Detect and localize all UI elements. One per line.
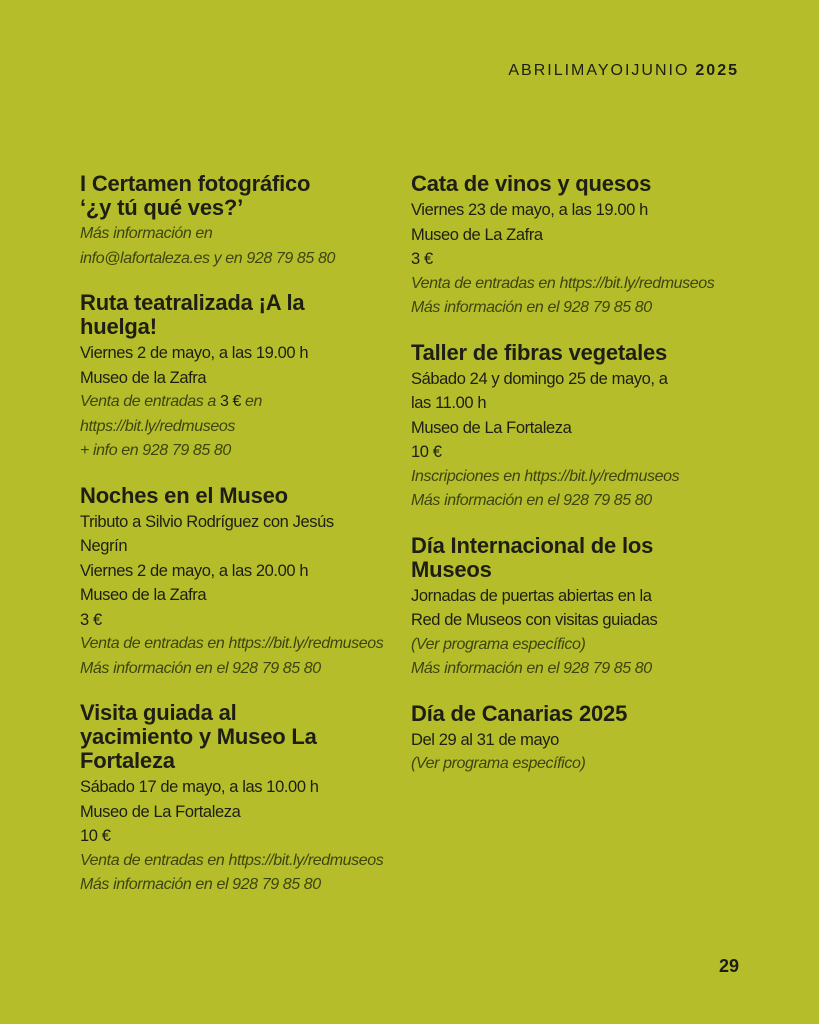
event-title-line: Museos bbox=[411, 556, 492, 582]
event-place: Museo de la Zafra bbox=[80, 368, 207, 387]
event-cata-vinos bbox=[411, 172, 741, 321]
event-price: 10 € bbox=[80, 827, 111, 845]
event-title-line: I Certamen fotográfico bbox=[80, 171, 311, 196]
event-title bbox=[80, 291, 400, 339]
tickets-link[interactable]: Venta de entradas en https://bit.ly/redmuseos bbox=[80, 635, 384, 652]
event-title-line: yacimiento y Museo La bbox=[80, 724, 317, 749]
event-date: las 11.00 h bbox=[411, 394, 487, 412]
page-header bbox=[508, 62, 739, 80]
event-ruta-teatralizada bbox=[80, 291, 400, 464]
event-visita-guiada bbox=[80, 701, 400, 898]
event-title-line: Fortaleza bbox=[80, 748, 175, 773]
event-date: Sábado 24 y domingo 25 de mayo, a bbox=[411, 369, 668, 388]
event-contact: Más información en el 928 79 85 80 bbox=[411, 492, 652, 509]
page-number: 29 bbox=[718, 956, 739, 976]
event-note: (Ver programa específico) bbox=[411, 635, 586, 653]
left-column bbox=[80, 172, 400, 918]
event-title: Día de Canarias 2025 bbox=[411, 700, 628, 726]
event-price: 10 € bbox=[411, 443, 442, 461]
note-text: en bbox=[241, 393, 263, 410]
event-title-line: huelga! bbox=[80, 314, 157, 339]
event-contact: Más información en el 928 79 85 80 bbox=[80, 876, 321, 893]
event-place: Museo de La Fortaleza bbox=[411, 418, 572, 437]
event-note bbox=[80, 390, 400, 415]
event-description: Jornadas de puertas abiertas en la bbox=[411, 586, 652, 605]
event-place: Museo de la Zafra bbox=[80, 586, 207, 604]
event-title-line: ‘¿y tú qué ves?’ bbox=[80, 195, 244, 220]
event-certamen-fotografico bbox=[80, 172, 400, 271]
event-dia-canarias bbox=[411, 702, 741, 777]
event-title bbox=[80, 172, 400, 220]
event-description: Red de Museos con visitas guiadas bbox=[411, 611, 658, 629]
event-price: 3 € bbox=[80, 610, 102, 629]
event-title-line: Día Internacional de los bbox=[411, 532, 654, 558]
event-title: Cata de vinos y quesos bbox=[411, 171, 652, 196]
event-note: Más información en bbox=[80, 225, 213, 242]
event-title-line: Visita guiada al bbox=[80, 700, 237, 725]
event-dia-museos bbox=[411, 534, 741, 682]
header-year: 2025 bbox=[695, 62, 739, 79]
event-taller-fibras bbox=[411, 341, 741, 514]
registration-link[interactable]: Inscripciones en https://bit.ly/redmuseos bbox=[411, 467, 680, 485]
event-price: 3 € bbox=[219, 393, 242, 410]
event-title: Taller de fibras vegetales bbox=[411, 339, 668, 365]
event-contact: Más información en el 928 79 85 80 bbox=[80, 659, 321, 677]
event-date: Sábado 17 de mayo, a las 10.00 h bbox=[80, 778, 319, 796]
tickets-link[interactable]: Venta de entradas en https://bit.ly/redmuseos bbox=[80, 851, 384, 869]
header-months: ABRILIMAYOIJUNIO bbox=[508, 62, 690, 79]
event-title bbox=[411, 534, 741, 582]
event-contact[interactable]: info@lafortaleza.es y en 928 79 85 80 bbox=[80, 249, 335, 267]
tickets-link[interactable]: Venta de entradas en https://bit.ly/redmuseos bbox=[411, 274, 715, 292]
event-contact: Más información en el 928 79 85 80 bbox=[411, 660, 652, 677]
note-text: Venta de entradas a bbox=[80, 393, 220, 410]
event-note: (Ver programa específico) bbox=[411, 755, 586, 772]
event-date: Viernes 2 de mayo, a las 19.00 h bbox=[80, 344, 309, 362]
event-contact: + info en 928 79 85 80 bbox=[80, 442, 231, 459]
right-column bbox=[411, 172, 741, 797]
event-date: Viernes 23 de mayo, a las 19.00 h bbox=[411, 201, 648, 219]
event-contact: Más información en el 928 79 85 80 bbox=[411, 299, 652, 316]
event-price: 3 € bbox=[411, 250, 433, 268]
event-noches-museo bbox=[80, 484, 400, 682]
event-place: Museo de La Zafra bbox=[411, 225, 543, 244]
event-subtitle: Tributo a Silvio Rodríguez con Jesús bbox=[80, 512, 334, 531]
event-title bbox=[80, 701, 400, 773]
event-title-line: Ruta teatralizada ¡A la bbox=[80, 290, 305, 315]
event-place: Museo de La Fortaleza bbox=[80, 802, 241, 821]
tickets-link[interactable]: https://bit.ly/redmuseos bbox=[80, 417, 235, 435]
event-date: Del 29 al 31 de mayo bbox=[411, 730, 559, 749]
event-date: Viernes 2 de mayo, a las 20.00 h bbox=[80, 561, 309, 580]
event-title: Noches en el Museo bbox=[80, 482, 288, 508]
event-subtitle: Negrín bbox=[80, 537, 128, 555]
